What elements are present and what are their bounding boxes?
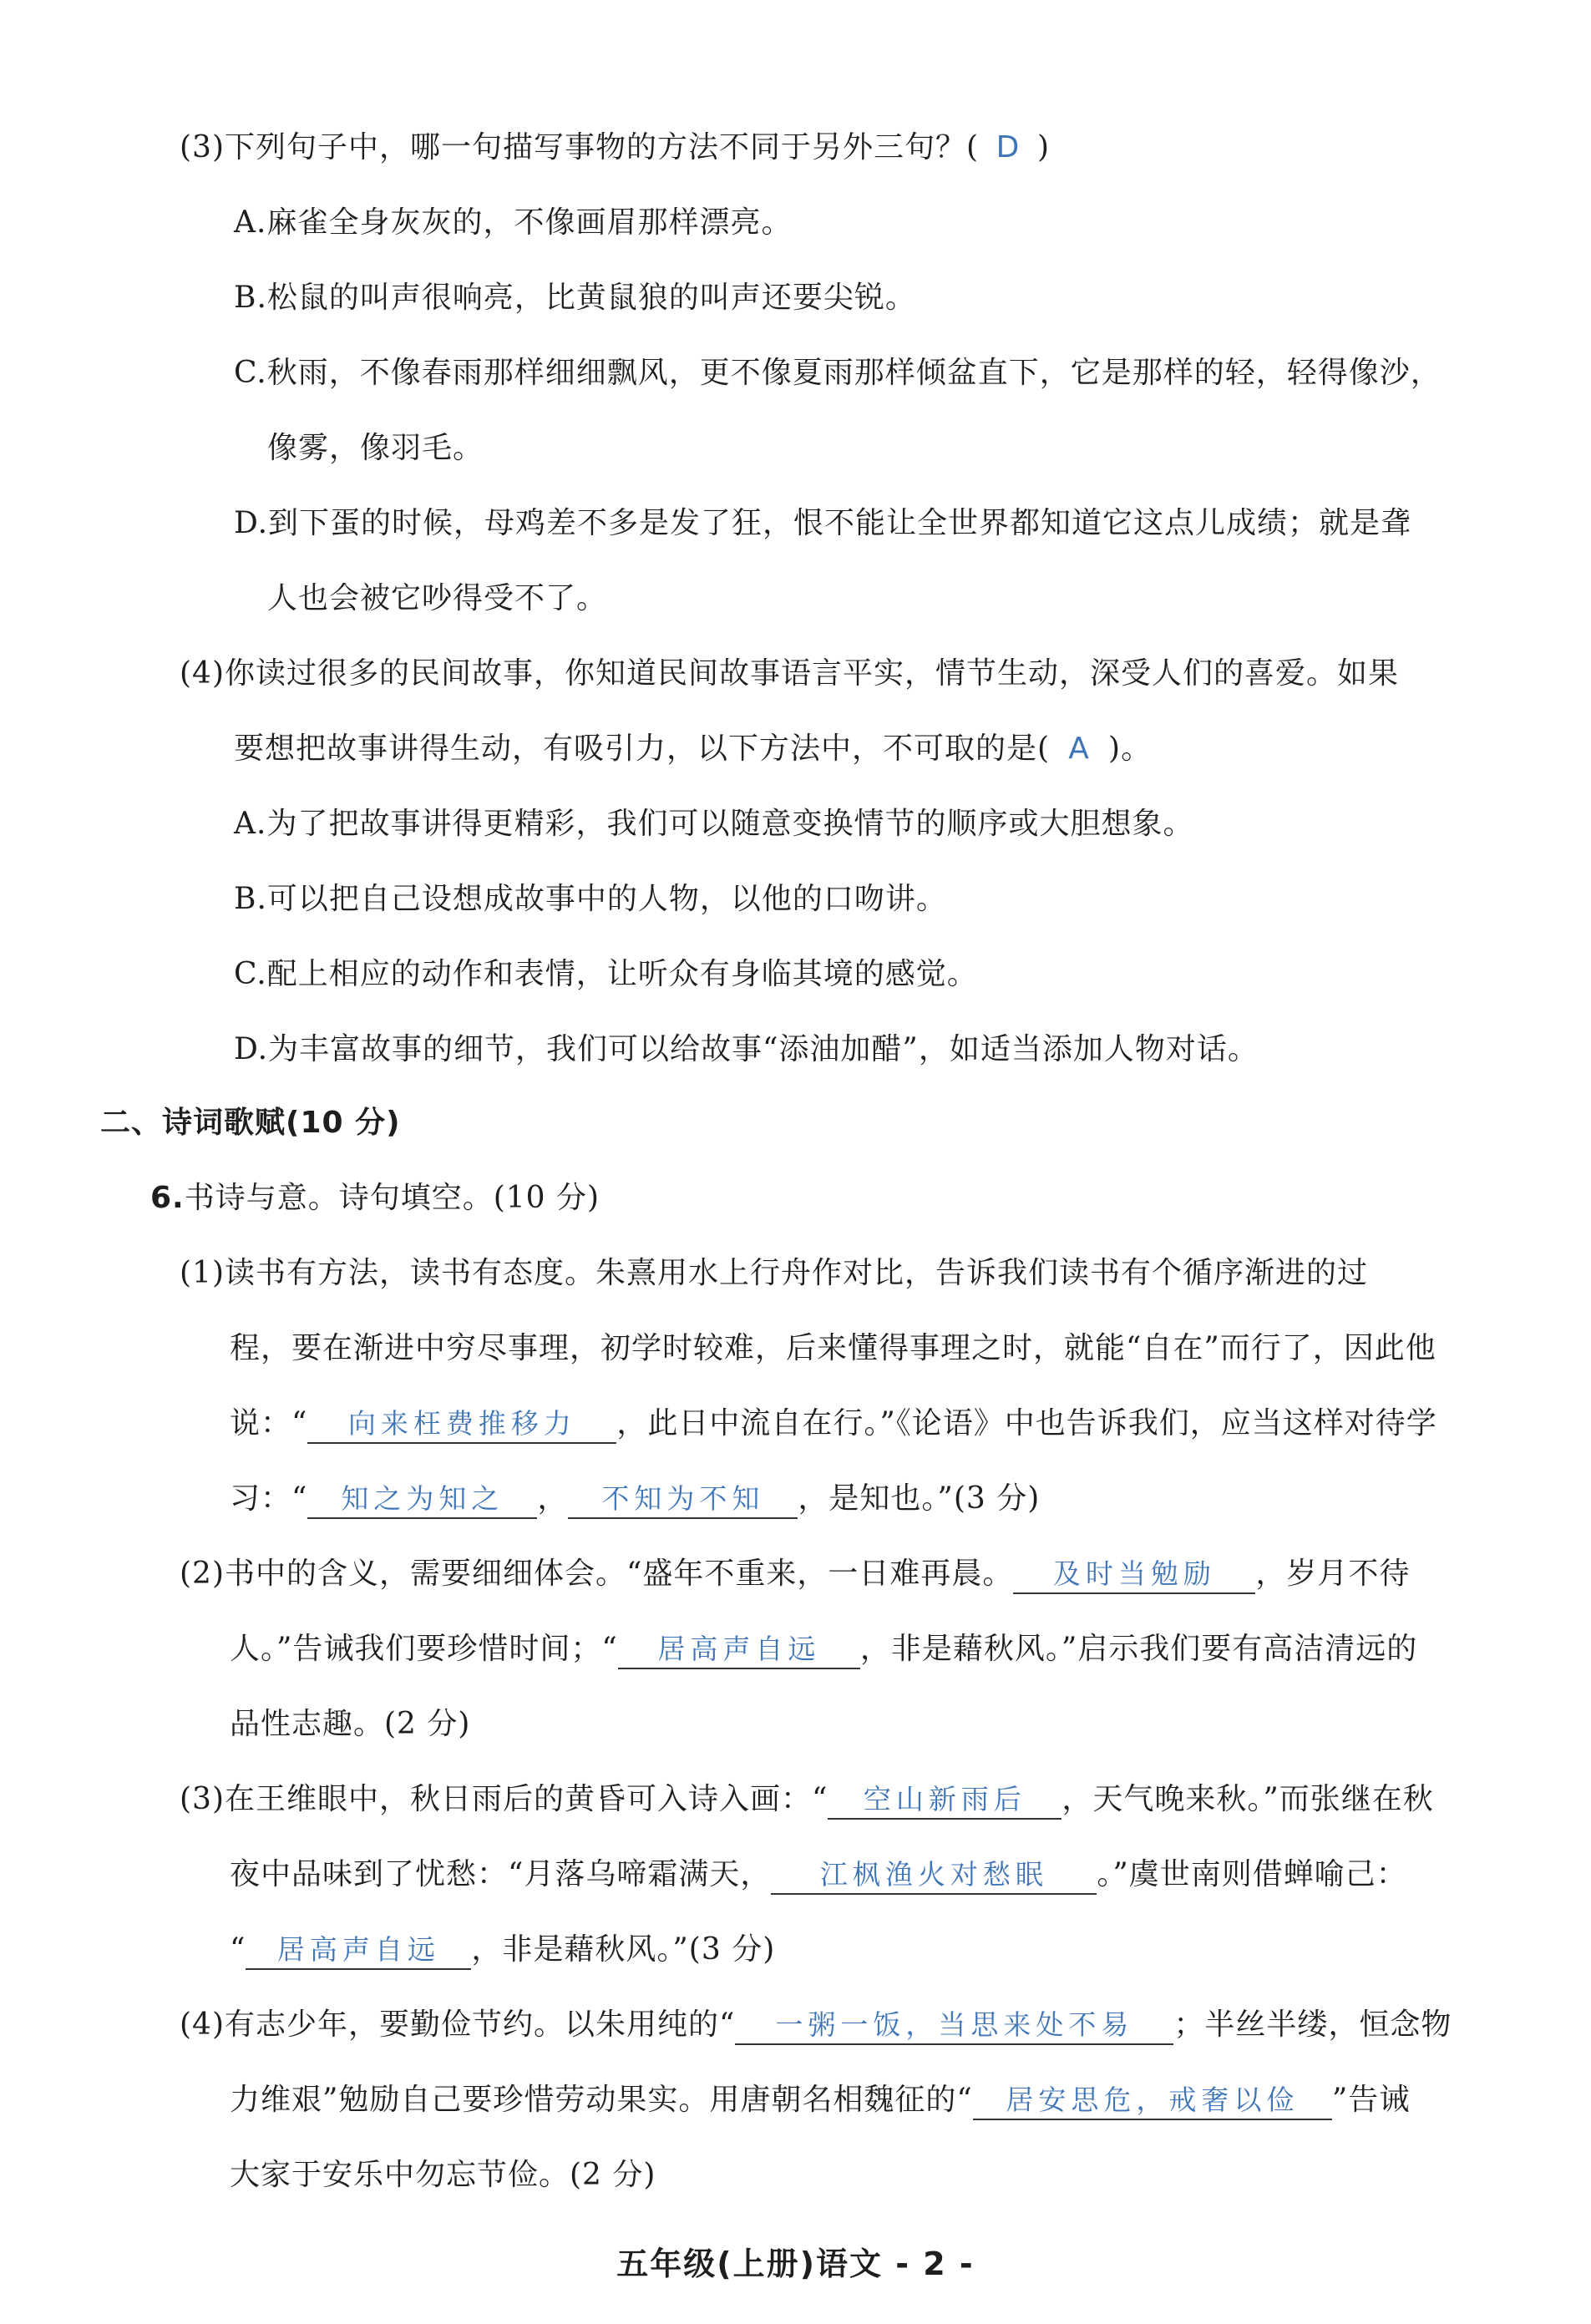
q6-2-line2: 人。”告诫我们要珍惜时间；“ 居高声自远 ，非是藉秋风。”启示我们要有高洁清远的 xyxy=(230,1625,1417,1669)
q6-3-line2: 夜中品味到了忧愁：“月落乌啼霜满天， 江枫渔火对愁眠 。”虞世南则借蝉喻己： xyxy=(230,1851,1407,1895)
q5-3-option-d-line1: D.到下蛋的时候，母鸡差不多是发了狂，恨不能让全世界都知道它这点儿成绩；就是聋 xyxy=(234,506,1412,540)
q5-4-option-c: C.配上相应的动作和表情，让听众有身临其境的感觉。 xyxy=(234,957,978,991)
q6-3-line1: (3)在王维眼中，秋日雨后的黄昏可入诗入画：“ 空山新雨后 ，天气晚来秋。”而张继在秋 xyxy=(180,1775,1434,1820)
q6-1-answer-3[interactable]: 不知为不知 xyxy=(568,1481,798,1519)
q6-1-answer-2[interactable]: 知之为知之 xyxy=(307,1481,537,1519)
q6-2-line1: (2)书中的含义，需要细细体会。“盛年不重来，一日难再晨。 及时当勉励 ，岁月不待 xyxy=(180,1550,1410,1594)
q6-2-line3: 品性志趣。(2 分) xyxy=(230,1707,471,1741)
q6-number: 6. xyxy=(150,1181,185,1215)
q5-4-answer: A xyxy=(1068,732,1090,766)
section-2-title: 二、诗词歌赋(10 分) xyxy=(100,1106,401,1140)
q5-3-option-d-line2: 人也会被它吵得受不了。 xyxy=(267,581,608,615)
q6-3-answer-2[interactable]: 江枫渔火对愁眠 xyxy=(771,1856,1097,1895)
q5-4-option-b: B.可以把自己设想成故事中的人物，以他的口吻讲。 xyxy=(234,882,947,916)
q5-4-option-a: A.为了把故事讲得更精彩，我们可以随意变换情节的顺序或大胆想象。 xyxy=(234,807,1194,841)
q5-4-option-d: D.为丰富故事的细节，我们可以给故事“添油加醋”，如适当添加人物对话。 xyxy=(234,1032,1259,1066)
q5-3-option-c-line2: 像雾，像羽毛。 xyxy=(267,431,484,465)
q6-4-line3: 大家于安乐中勿忘节俭。(2 分) xyxy=(230,2158,656,2192)
q5-3-option-c-line1: C.秋雨，不像春雨那样细细飘风，更不像夏雨那样倾盆直下，它是那样的轻，轻得像沙， xyxy=(234,356,1442,390)
q6-2-answer-1[interactable]: 及时当勉励 xyxy=(1013,1556,1255,1594)
q6-2-answer-2[interactable]: 居高声自远 xyxy=(618,1631,860,1669)
q5-4-stem-line2: 要想把故事讲得生动，有吸引力，以下方法中，不可取的是( A )。 xyxy=(234,732,1153,766)
page-footer: 五年级(上册)语文 - 2 - xyxy=(616,2246,975,2282)
q6-4-line1: (4)有志少年，要勤俭节约。以朱用纯的“ 一粥一饭，当思来处不易 ；半丝半缕，恒念物 xyxy=(180,2001,1452,2045)
q6-4-line2: 力维艰”勉励自己要珍惜劳动果实。用唐朝名相魏征的“ 居安思危，戒奢以俭 ”告诫 xyxy=(230,2076,1410,2120)
q6-3-answer-3[interactable]: 居高声自远 xyxy=(246,1932,471,1970)
q6-4-answer-1[interactable]: 一粥一饭，当思来处不易 xyxy=(735,2007,1173,2045)
q6-1-answer-1[interactable]: 向来枉费推移力 xyxy=(307,1405,616,1444)
q5-3-option-b: B.松鼠的叫声很响亮，比黄鼠狼的叫声还要尖锐。 xyxy=(234,281,916,315)
q6-1-line2: 程，要在渐进中穷尽事理，初学时较难，后来懂得事理之时，就能“自在”而行了，因此他 xyxy=(230,1331,1436,1365)
q6-1-line4: 习：“ 知之为知之 ， 不知为不知 ，是知也。”(3 分) xyxy=(230,1475,1040,1519)
q6-4-answer-2[interactable]: 居安思危，戒奢以俭 xyxy=(973,2082,1332,2120)
q6-1-line1: (1)读书有方法，读书有态度。朱熹用水上行舟作对比，告诉我们读书有个循序渐进的过 xyxy=(180,1256,1368,1290)
q5-3-answer: D xyxy=(996,130,1021,165)
q6-3-line3: “ 居高声自远 ，非是藉秋风。”(3 分) xyxy=(230,1926,775,1970)
q6-title: 6.书诗与意。诗句填空。(10 分) xyxy=(150,1181,600,1215)
q6-1-line3: 说：“ 向来枉费推移力 ，此日中流自在行。”《论语》中也告诉我们，应当这样对待学 xyxy=(230,1400,1437,1444)
q5-4-stem-line1: (4)你读过很多的民间故事，你知道民间故事语言平实，情节生动，深受人们的喜爱。如果 xyxy=(180,656,1399,691)
q5-3-stem: (3)下列句子中，哪一句描写事物的方法不同于另外三句？( D ) xyxy=(180,130,1051,165)
q6-3-answer-1[interactable]: 空山新雨后 xyxy=(828,1781,1062,1820)
q5-3-option-a: A.麻雀全身灰灰的，不像画眉那样漂亮。 xyxy=(234,205,793,240)
